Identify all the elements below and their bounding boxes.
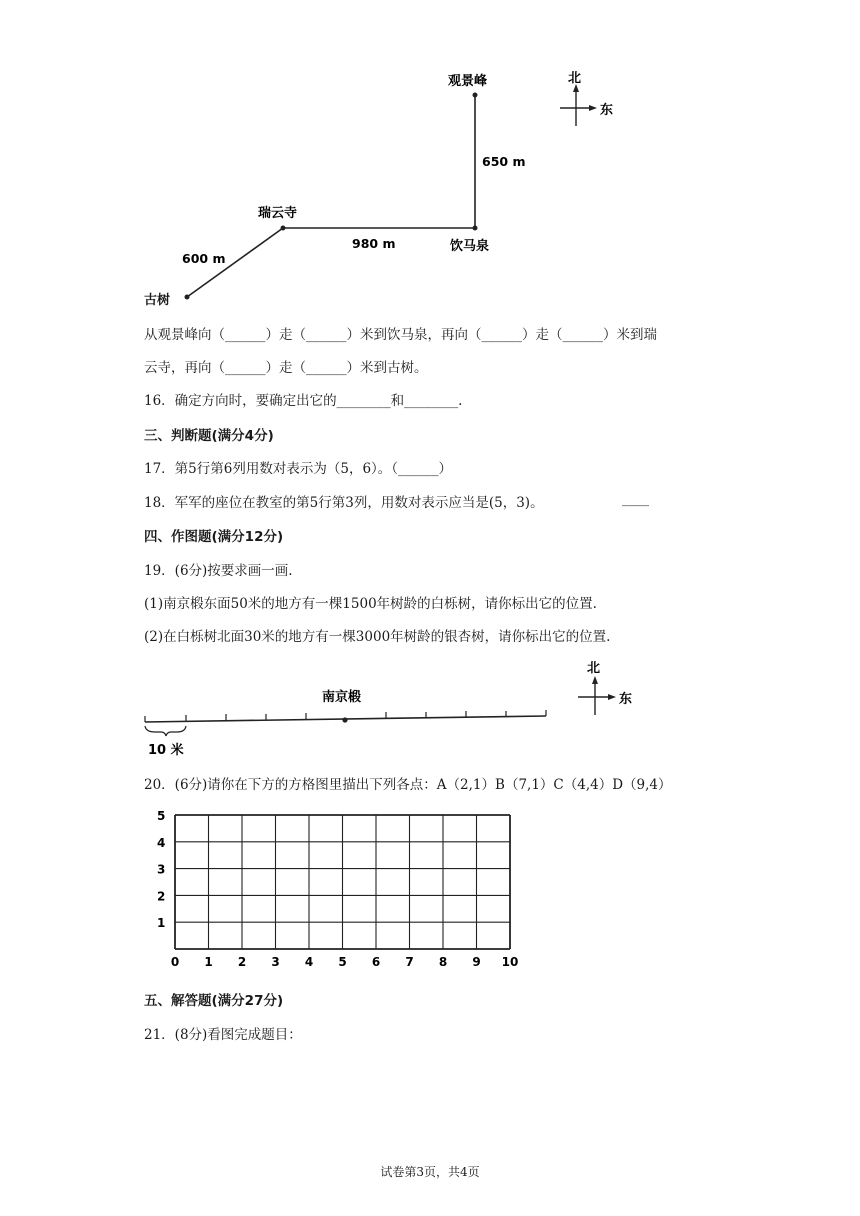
x-tick-label: 3 [271, 955, 280, 969]
label-650: 650 m [482, 154, 526, 169]
q18-answer-blank: ____ [622, 491, 649, 507]
y-tick-label: 2 [157, 889, 166, 904]
route-map [0, 0, 860, 310]
section-5-title: 五、解答题(满分27分) [144, 993, 284, 1009]
label-gushu: 古树 [144, 293, 171, 308]
q19-part1: (1)南京椴东面50米的地方有一棵1500年树龄的白栎树，请你标出它的位置. [144, 596, 597, 612]
compass-east: 东 [600, 103, 614, 118]
point-guanjingfeng [473, 93, 478, 98]
q17: 17．第5行第6列用数对表示为（5，6）。（______） [144, 461, 453, 477]
page-footer: 试卷第3页，共4页 [380, 1165, 480, 1179]
x-tick-label: 2 [237, 955, 247, 969]
point-nanjingduan [342, 717, 347, 722]
q15-line1: 从观景峰向（______）走（______）米到饮马泉，再向（______）走（______）米到瑞 [144, 327, 657, 343]
compass-icon [560, 88, 593, 126]
coordinate-grid [140, 800, 540, 975]
scale-brace [145, 726, 186, 736]
y-tick-label: 5 [157, 809, 166, 823]
x-tick-label: 5 [338, 955, 347, 969]
x-tick-label: 8 [438, 955, 448, 969]
compass-icon-2 [578, 680, 612, 715]
q15-line2: 云寺，再向（______）走（______）米到古树。 [144, 360, 428, 376]
y-tick-label: 4 [157, 835, 166, 850]
point-ruiyunsi [281, 226, 286, 231]
q16: 16．确定方向时，要确定出它的________和________. [144, 393, 463, 409]
q21: 21．(8分)看图完成题目： [144, 1027, 302, 1043]
q20: 20．(6分)请你在下方的方格图里描出下列各点：A（2,1）B（7,1）C（4,4）D（9,4） [144, 777, 672, 793]
compass-east-2: 东 [619, 692, 633, 707]
x-tick-label: 9 [472, 955, 481, 969]
q18: 18．军军的座位在教室的第5行第3列，用数对表示应当是(5，3)。 [144, 495, 544, 511]
x-tick-label: 10 [501, 955, 519, 969]
label-600: 600 m [182, 251, 226, 266]
compass-north-2: 北 [587, 661, 601, 676]
ruler-label: 南京椴 [322, 690, 362, 705]
x-tick-label: 0 [170, 955, 180, 969]
compass-north: 北 [568, 71, 582, 86]
q19-part2: (2)在白栎树北面30米的地方有一棵3000年树龄的银杏树，请你标出它的位置. [144, 629, 611, 645]
ruler-diagram [0, 650, 860, 765]
section-3-title: 三、判断题(满分4分) [144, 428, 274, 444]
x-tick-label: 4 [304, 955, 314, 969]
section-4-title: 四、作图题(满分12分) [144, 529, 284, 545]
x-tick-label: 6 [371, 955, 381, 969]
x-tick-label: 7 [405, 955, 414, 969]
y-tick-label: 1 [157, 916, 166, 931]
label-guanjingfeng: 观景峰 [448, 74, 488, 89]
point-yinmaquan [473, 226, 478, 231]
ruler-scale: 10 米 [148, 743, 184, 758]
point-gushu [185, 295, 190, 300]
label-980: 980 m [352, 236, 396, 251]
y-tick-label: 3 [157, 862, 166, 877]
label-yinmaquan: 饮马泉 [450, 239, 490, 254]
label-ruiyunsi: 瑞云寺 [258, 206, 298, 221]
x-tick-label: 1 [204, 955, 213, 969]
q19: 19．(6分)按要求画一画. [144, 563, 293, 579]
